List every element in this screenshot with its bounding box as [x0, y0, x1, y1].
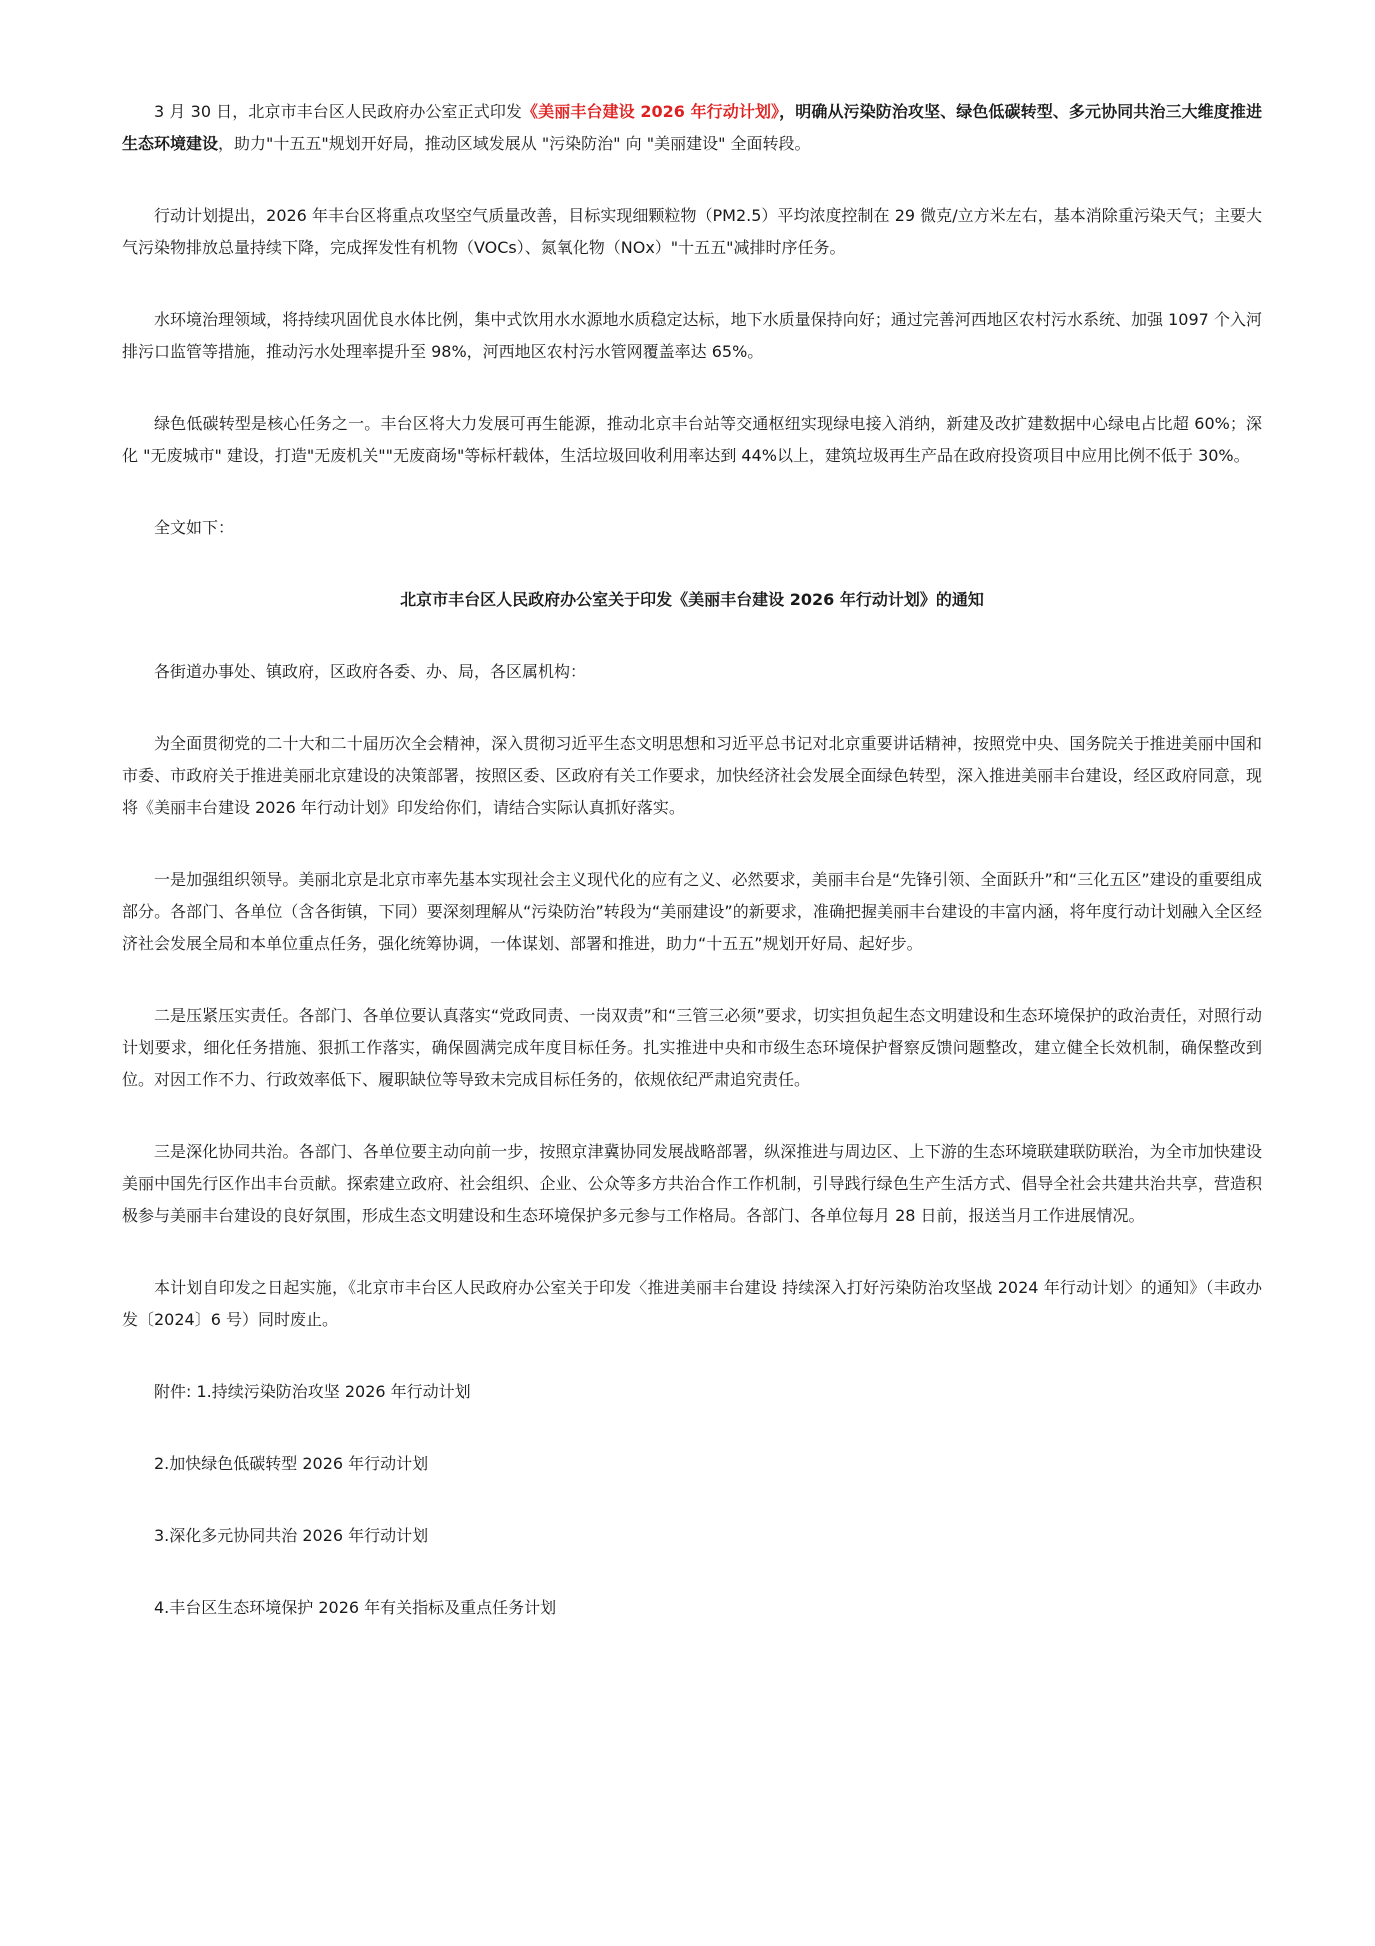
- notice-paragraph-5: 本计划自印发之日起实施，《北京市丰台区人民政府办公室关于印发〈推进美丽丰台建设 持续深入打好污染防治攻坚战 2024 年行动计划〉的通知》（丰政办发〔2024〕6 号）同时废止。: [122, 1278, 1262, 1329]
- notice-paragraph-3: 二是压紧压实责任。各部门、各单位要认真落实“党政同责、一岗双责”和“三管三必须”要求，切实担负起生态文明建设和生态环境保护的政治责任，对照行动计划要求，细化任务措施、狠抓工作落实，确保圆满完成年度目标任务。扎实推进中央和市级生态环境保护督察反馈问题整改，建立健全长效机制，确保整改到位。对因工作不力、行政效率低下、履职缺位等导致未完成目标任务的，依规依纪严肃追究责任。: [122, 1006, 1262, 1089]
- intro-paragraph-1: [122, 96, 1262, 160]
- intro-paragraph-5: 全文如下：: [154, 518, 235, 537]
- attachment-item-2: 2.加快绿色低碳转型 2026 年行动计划: [154, 1454, 429, 1473]
- notice-title: 北京市丰台区人民政府办公室关于印发《美丽丰台建设 2026 年行动计划》的通知: [400, 590, 984, 609]
- intro-paragraph-3: 水环境治理领域，将持续巩固优良水体比例，集中式饮用水水源地水质稳定达标，地下水质量保持向好；通过完善河西地区农村污水系统、加强 1097 个入河排污口监管等措施，推动污水处理率提升至 98%，河西地区农村污水管网覆盖率达 65%。: [122, 310, 1262, 361]
- plan-title-highlight: 《美丽丰台建设 2026 年行动计划》: [522, 102, 780, 121]
- notice-paragraph-1: 为全面贯彻党的二十大和二十届历次全会精神，深入贯彻习近平生态文明思想和习近平总书记对北京重要讲话精神，按照党中央、国务院关于推进美丽中国和市委、市政府关于推进美丽北京建设的决策部署，按照区委、区政府有关工作要求，加快经济社会发展全面绿色转型，深入推进美丽丰台建设，经区政府同意，现将《美丽丰台建设 2026 年行动计划》印发给你们，请结合实际认真抓好落实。: [122, 734, 1262, 817]
- notice-paragraph-2: 一是加强组织领导。美丽北京是北京市率先基本实现社会主义现代化的应有之义、必然要求，美丽丰台是“先锋引领、全面跃升”和“三化五区”建设的重要组成部分。各部门、各单位（含各街镇，下同）要深刻理解从“污染防治”转段为“美丽建设”的新要求，准确把握美丽丰台建设的丰富内涵，将年度行动计划融入全区经济社会发展全局和本单位重点任务，强化统筹协调，一体谋划、部署和推进，助力“十五五”规划开好局、起好步。: [122, 870, 1262, 953]
- attachment-item-3: 3.深化多元协同共治 2026 年行动计划: [154, 1526, 429, 1545]
- attachment-item-4: 4.丰台区生态环境保护 2026 年有关指标及重点任务计划: [154, 1598, 557, 1617]
- intro-tail: ，助力"十五五"规划开好局，推动区域发展从 "污染防治" 向 "美丽建设" 全面转段。: [218, 134, 811, 153]
- document-body: [122, 96, 1262, 1624]
- notice-paragraph-4: 三是深化协同共治。各部门、各单位要主动向前一步，按照京津冀协同发展战略部署，纵深推进与周边区、上下游的生态环境联建联防联治，为全市加快建设美丽中国先行区作出丰台贡献。探索建立政府、社会组织、企业、公众等多方共治合作工作机制，引导践行绿色生产生活方式、倡导全社会共建共治共享，营造积极参与美丽丰台建设的良好氛围，形成生态文明建设和生态环境保护多元参与工作格局。各部门、各单位每月 28 日前，报送当月工作进展情况。: [122, 1142, 1262, 1225]
- notice-addressee: 各街道办事处、镇政府，区政府各委、办、局，各区属机构：: [154, 662, 587, 681]
- intro-paragraph-2: 行动计划提出，2026 年丰台区将重点攻坚空气质量改善，目标实现细颗粒物（PM2.5）平均浓度控制在 29 微克/立方米左右，基本消除重污染天气；主要大气污染物排放总量持续下降，完成挥发性有机物（VOCs）、氮氧化物（NOx）"十五五"减排时序任务。: [122, 206, 1262, 257]
- intro-bold-summary: ，明确从污染防治攻坚、绿色低碳转型、多元协同共治三大维度推进生态环境建设: [122, 102, 1262, 153]
- attachment-item-1: 附件: 1.持续污染防治攻坚 2026 年行动计划: [154, 1382, 471, 1401]
- intro-lead: 3 月 30 日，北京市丰台区人民政府办公室正式印发: [154, 102, 523, 121]
- intro-paragraph-4: 绿色低碳转型是核心任务之一。丰台区将大力发展可再生能源，推动北京丰台站等交通枢纽实现绿电接入消纳，新建及改扩建数据中心绿电占比超 60%；深化 "无废城市" 建设，打造"无废机关""无废商场"等标杆载体，生活垃圾回收利用率达到 44%以上，建筑垃圾再生产品在政府投资项目中应用比例不低于 30%。: [122, 414, 1262, 465]
